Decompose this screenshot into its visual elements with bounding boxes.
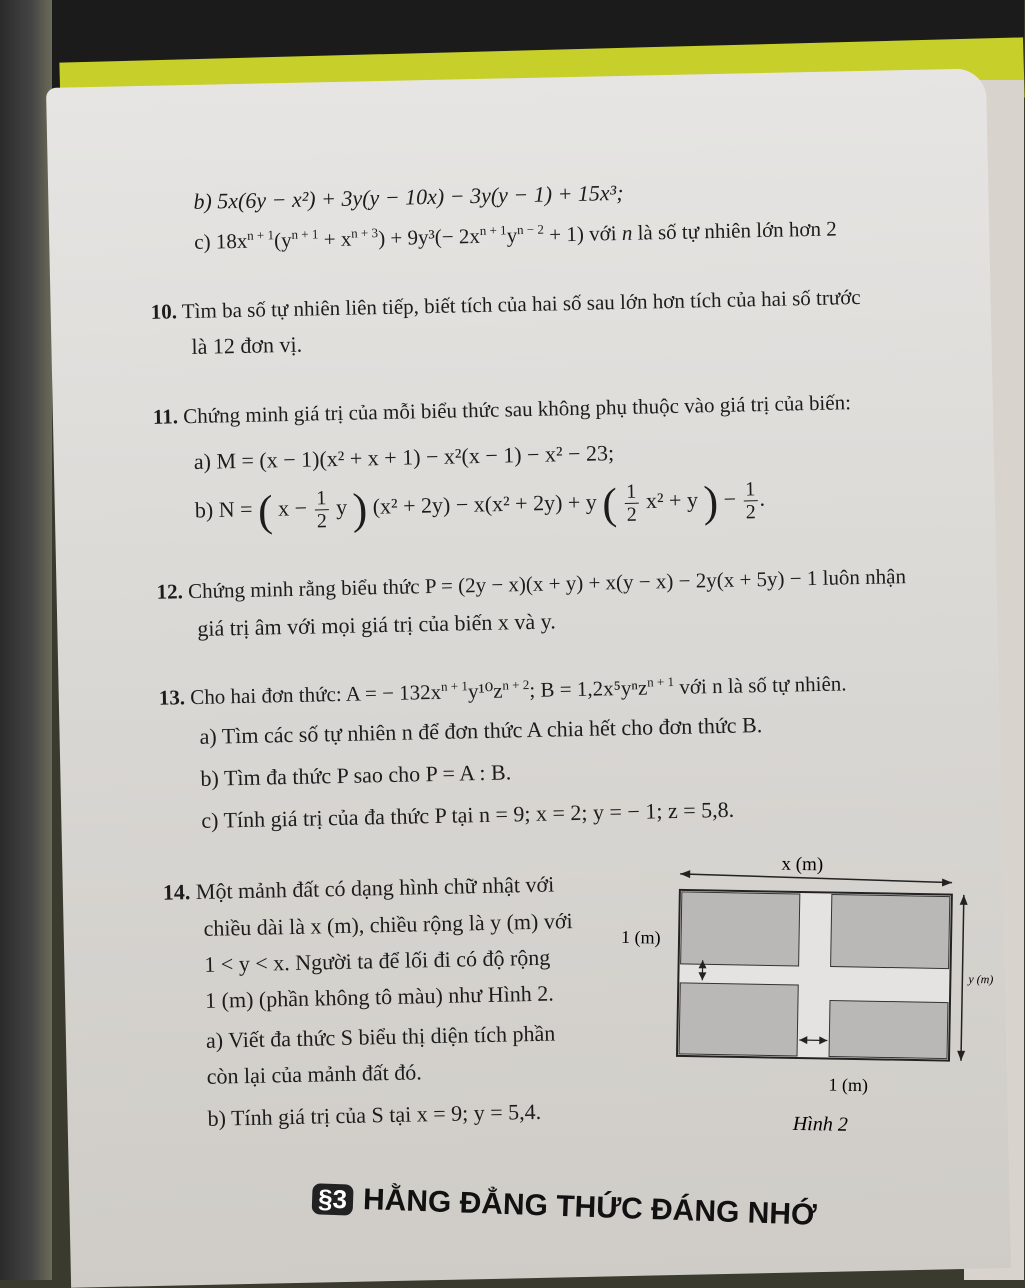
- problem-number: 12.: [156, 579, 183, 604]
- problem14-a1: a) Viết đa thức S biểu thị diện tích phần: [206, 1022, 556, 1053]
- shaded-plot-bottom-left: [679, 983, 798, 1056]
- binding-shadow: [0, 0, 52, 1280]
- section-title-text: HẰNG ĐẲNG THỨC ĐÁNG NHỚ: [362, 1183, 817, 1232]
- arrow-left-icon: [680, 870, 690, 878]
- label-1m-left: 1 (m): [621, 927, 661, 949]
- section-badge: §3: [312, 1183, 354, 1215]
- problem14-line4: 1 (m) (phần không tô màu) như Hình 2.: [205, 982, 554, 1013]
- label-y: y (m): [967, 972, 993, 986]
- fraction: $\frac{1}{2}$: [314, 487, 329, 532]
- problem-number: 11.: [153, 404, 179, 429]
- problem10-line2: là 12 đơn vị.: [191, 333, 302, 359]
- problem14-b: b) Tính giá trị của S tại x = 9; y = 5,4.: [207, 1100, 541, 1131]
- problem13-c: c) Tính giá trị của đa thức P tại n = 9; x = 2; y = − 1; z = 5,8.: [201, 798, 734, 833]
- label-x: x (m): [781, 854, 823, 876]
- arrow-down-icon: [957, 1051, 965, 1061]
- problem11-line1: 11. Chứng minh giá trị của mỗi biểu thức sau không phụ thuộc vào giá trị của biến:: [153, 391, 851, 429]
- problem12-line1: 12. Chứng minh rằng biểu thức P = (2y − x)(x + y) + x(y − x) − 2y(x + 5y) − 1 luôn nhận: [156, 565, 906, 604]
- problem11-a: a) M = (x − 1)(x² + x + 1) − x²(x − 1) − x² − 23;: [194, 441, 615, 474]
- arrow-right-icon: [942, 878, 952, 886]
- figure-hinh-2: [620, 850, 980, 1150]
- problem9-b: b) 5x(6y − x²) + 3y(y − 10x) − 3y(y − 1) + 15x³;: [193, 181, 624, 214]
- problem-number: 14.: [163, 879, 191, 905]
- problem11-b: b) N = ( x − $\frac{1}{2}$ y ) (x² + 2y) − x(x² + 2y) + y ( $\frac{1}{2}$ x² + y ) − $\frac{1}{2}$ .: [194, 478, 765, 535]
- label-1m-bottom: 1 (m): [828, 1075, 868, 1097]
- problem14-line2: chiều dài là x (m), chiều rộng là y (m) với: [203, 909, 572, 941]
- problem-number: 13.: [159, 685, 186, 710]
- problem10-line1: 10. Tìm ba số tự nhiên liên tiếp, biết tích của hai số sau lớn hơn tích của hai số trước: [150, 286, 860, 324]
- problem13-line1: 13. Cho hai đơn thức: A = − $132x^{n + 1}y^{10}z^{n + 2}$; B = 1,2x⁵yⁿz$^{n + 1}$ với n là số tự nhiên.: [159, 671, 847, 709]
- fraction: $\frac{1}{2}$: [624, 481, 639, 526]
- height-dimension-line: [961, 895, 964, 1061]
- fraction: $\frac{1}{2}$: [743, 478, 758, 523]
- problem13-a: a) Tìm các số tự nhiên n để đơn thức A chia hết cho đơn thức B.: [199, 713, 762, 749]
- problem13-b: b) Tìm đa thức P sao cho P = A : B.: [200, 760, 511, 791]
- problem9-c: c) $18x^{n + 1}(y^{n + 1} + x^{n + 3}) + 9y^3(- 2x^{n + 1}y^{n - 2} + 1)$ với n là số tự nhiên lớn hơn 2: [194, 216, 837, 254]
- problem14-line3: 1 < y < x. Người ta để lối đi có độ rộng: [204, 946, 550, 977]
- problem14-a2: còn lại của mảnh đất đó.: [206, 1060, 422, 1089]
- arrow-up-icon: [960, 895, 968, 905]
- figure-caption: Hình 2: [792, 1113, 848, 1136]
- problem14-line1: 14. Một mảnh đất có dạng hình chữ nhật với: [163, 873, 555, 905]
- problem12-line2: giá trị âm với mọi giá trị của biến x và y.: [197, 609, 556, 641]
- problem-number: 10.: [150, 299, 177, 324]
- shaded-plot-bottom-right: [829, 1001, 948, 1059]
- shaded-plot-top-left: [681, 892, 800, 966]
- shaded-plot-top-right: [831, 895, 950, 969]
